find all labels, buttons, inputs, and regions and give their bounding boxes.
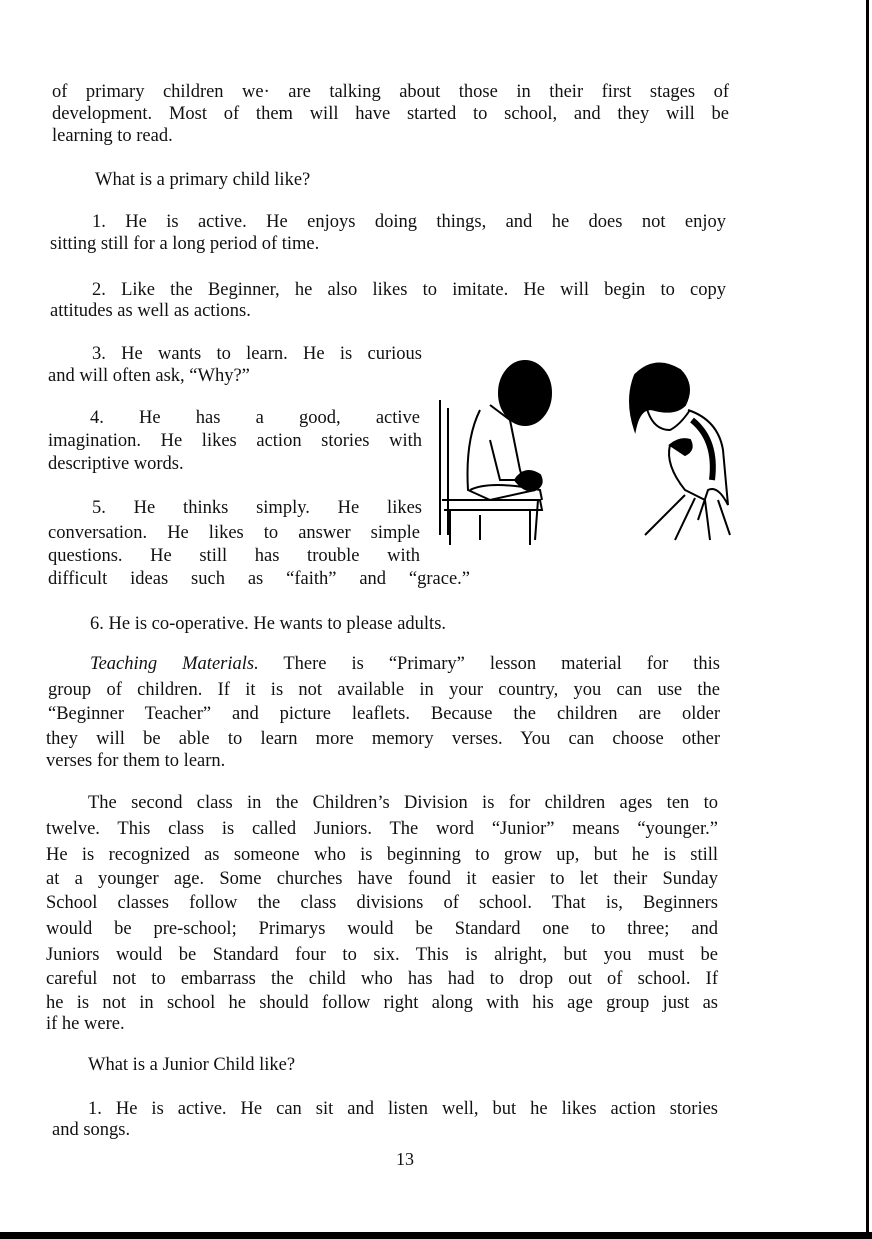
- text-line: sitting still for a long period of time.: [50, 234, 320, 254]
- text-line: 1. He is active. He can sit and listen well, but he likes action stories: [88, 1099, 718, 1119]
- scan-border-right: [866, 0, 869, 1239]
- text-line: descriptive words.: [48, 454, 184, 474]
- text-line: and songs.: [52, 1120, 131, 1140]
- text-line: questions. He still has trouble with: [48, 546, 420, 566]
- text-line: imagination. He likes action stories with: [48, 431, 422, 451]
- text-line: development. Most of them will have started to school, and they will be: [52, 104, 729, 124]
- text-line-rest: There is “Primary” lesson material for this: [258, 654, 720, 674]
- section-lead-italic: Teaching Materials.: [90, 654, 259, 674]
- text-line: would be pre-school; Primarys would be Standard one to three; and: [46, 919, 718, 939]
- text-line: he is not in school he should follow right along with his age group just as: [46, 993, 718, 1013]
- illustration-praying-children: [430, 350, 740, 550]
- text-line: at a younger age. Some churches have found it easier to let their Sunday: [46, 869, 718, 889]
- text-line: 4. He has a good, active: [90, 408, 420, 428]
- text-line: 5. He thinks simply. He likes: [92, 498, 422, 518]
- text-line: 1. He is active. He enjoys doing things, and he does not enjoy: [92, 212, 726, 232]
- text-line: of primary children we· are talking about those in their first stages of: [52, 82, 729, 102]
- text-line: verses for them to learn.: [46, 751, 226, 771]
- text-line: group of children. If it is not available in your country, you can use the: [48, 680, 720, 700]
- text-line: 3. He wants to learn. He is curious: [92, 344, 422, 364]
- text-line: What is a Junior Child like?: [88, 1055, 296, 1075]
- text-line: [90, 653, 720, 675]
- text-line: Juniors would be Standard four to six. This is alright, but you must be: [46, 945, 718, 965]
- text-line: careful not to embarrass the child who has had to drop out of school. If: [46, 969, 718, 989]
- text-line: 6. He is co-operative. He wants to please adults.: [90, 614, 447, 634]
- page-number: 13: [396, 1149, 414, 1169]
- text-line: attitudes as well as actions.: [50, 301, 251, 321]
- text-line: difficult ideas such as “faith” and “grace.”: [48, 569, 470, 589]
- text-line: and will often ask, “Why?”: [48, 366, 250, 386]
- text-line: learning to read.: [52, 126, 173, 146]
- text-line: conversation. He likes to answer simple: [48, 523, 420, 543]
- text-line: they will be able to learn more memory verses. You can choose other: [46, 729, 720, 749]
- text-line: “Beginner Teacher” and picture leaflets. Because the children are older: [48, 704, 720, 724]
- text-line: He is recognized as someone who is beginning to grow up, but he is still: [46, 845, 718, 865]
- text-line: What is a primary child like?: [95, 170, 311, 190]
- text-line: twelve. This class is called Juniors. The word “Junior” means “younger.”: [46, 819, 718, 839]
- standing-girl-praying-figure: [630, 364, 730, 540]
- seated-man-praying-figure: [440, 361, 551, 545]
- text-line: School classes follow the class divisions of school. That is, Beginners: [46, 893, 718, 913]
- text-line: The second class in the Children’s Division is for children ages ten to: [88, 793, 718, 813]
- scan-border-bottom: [0, 1232, 872, 1239]
- text-line: 2. Like the Beginner, he also likes to imitate. He will begin to copy: [92, 280, 726, 300]
- text-line: if he were.: [46, 1014, 125, 1034]
